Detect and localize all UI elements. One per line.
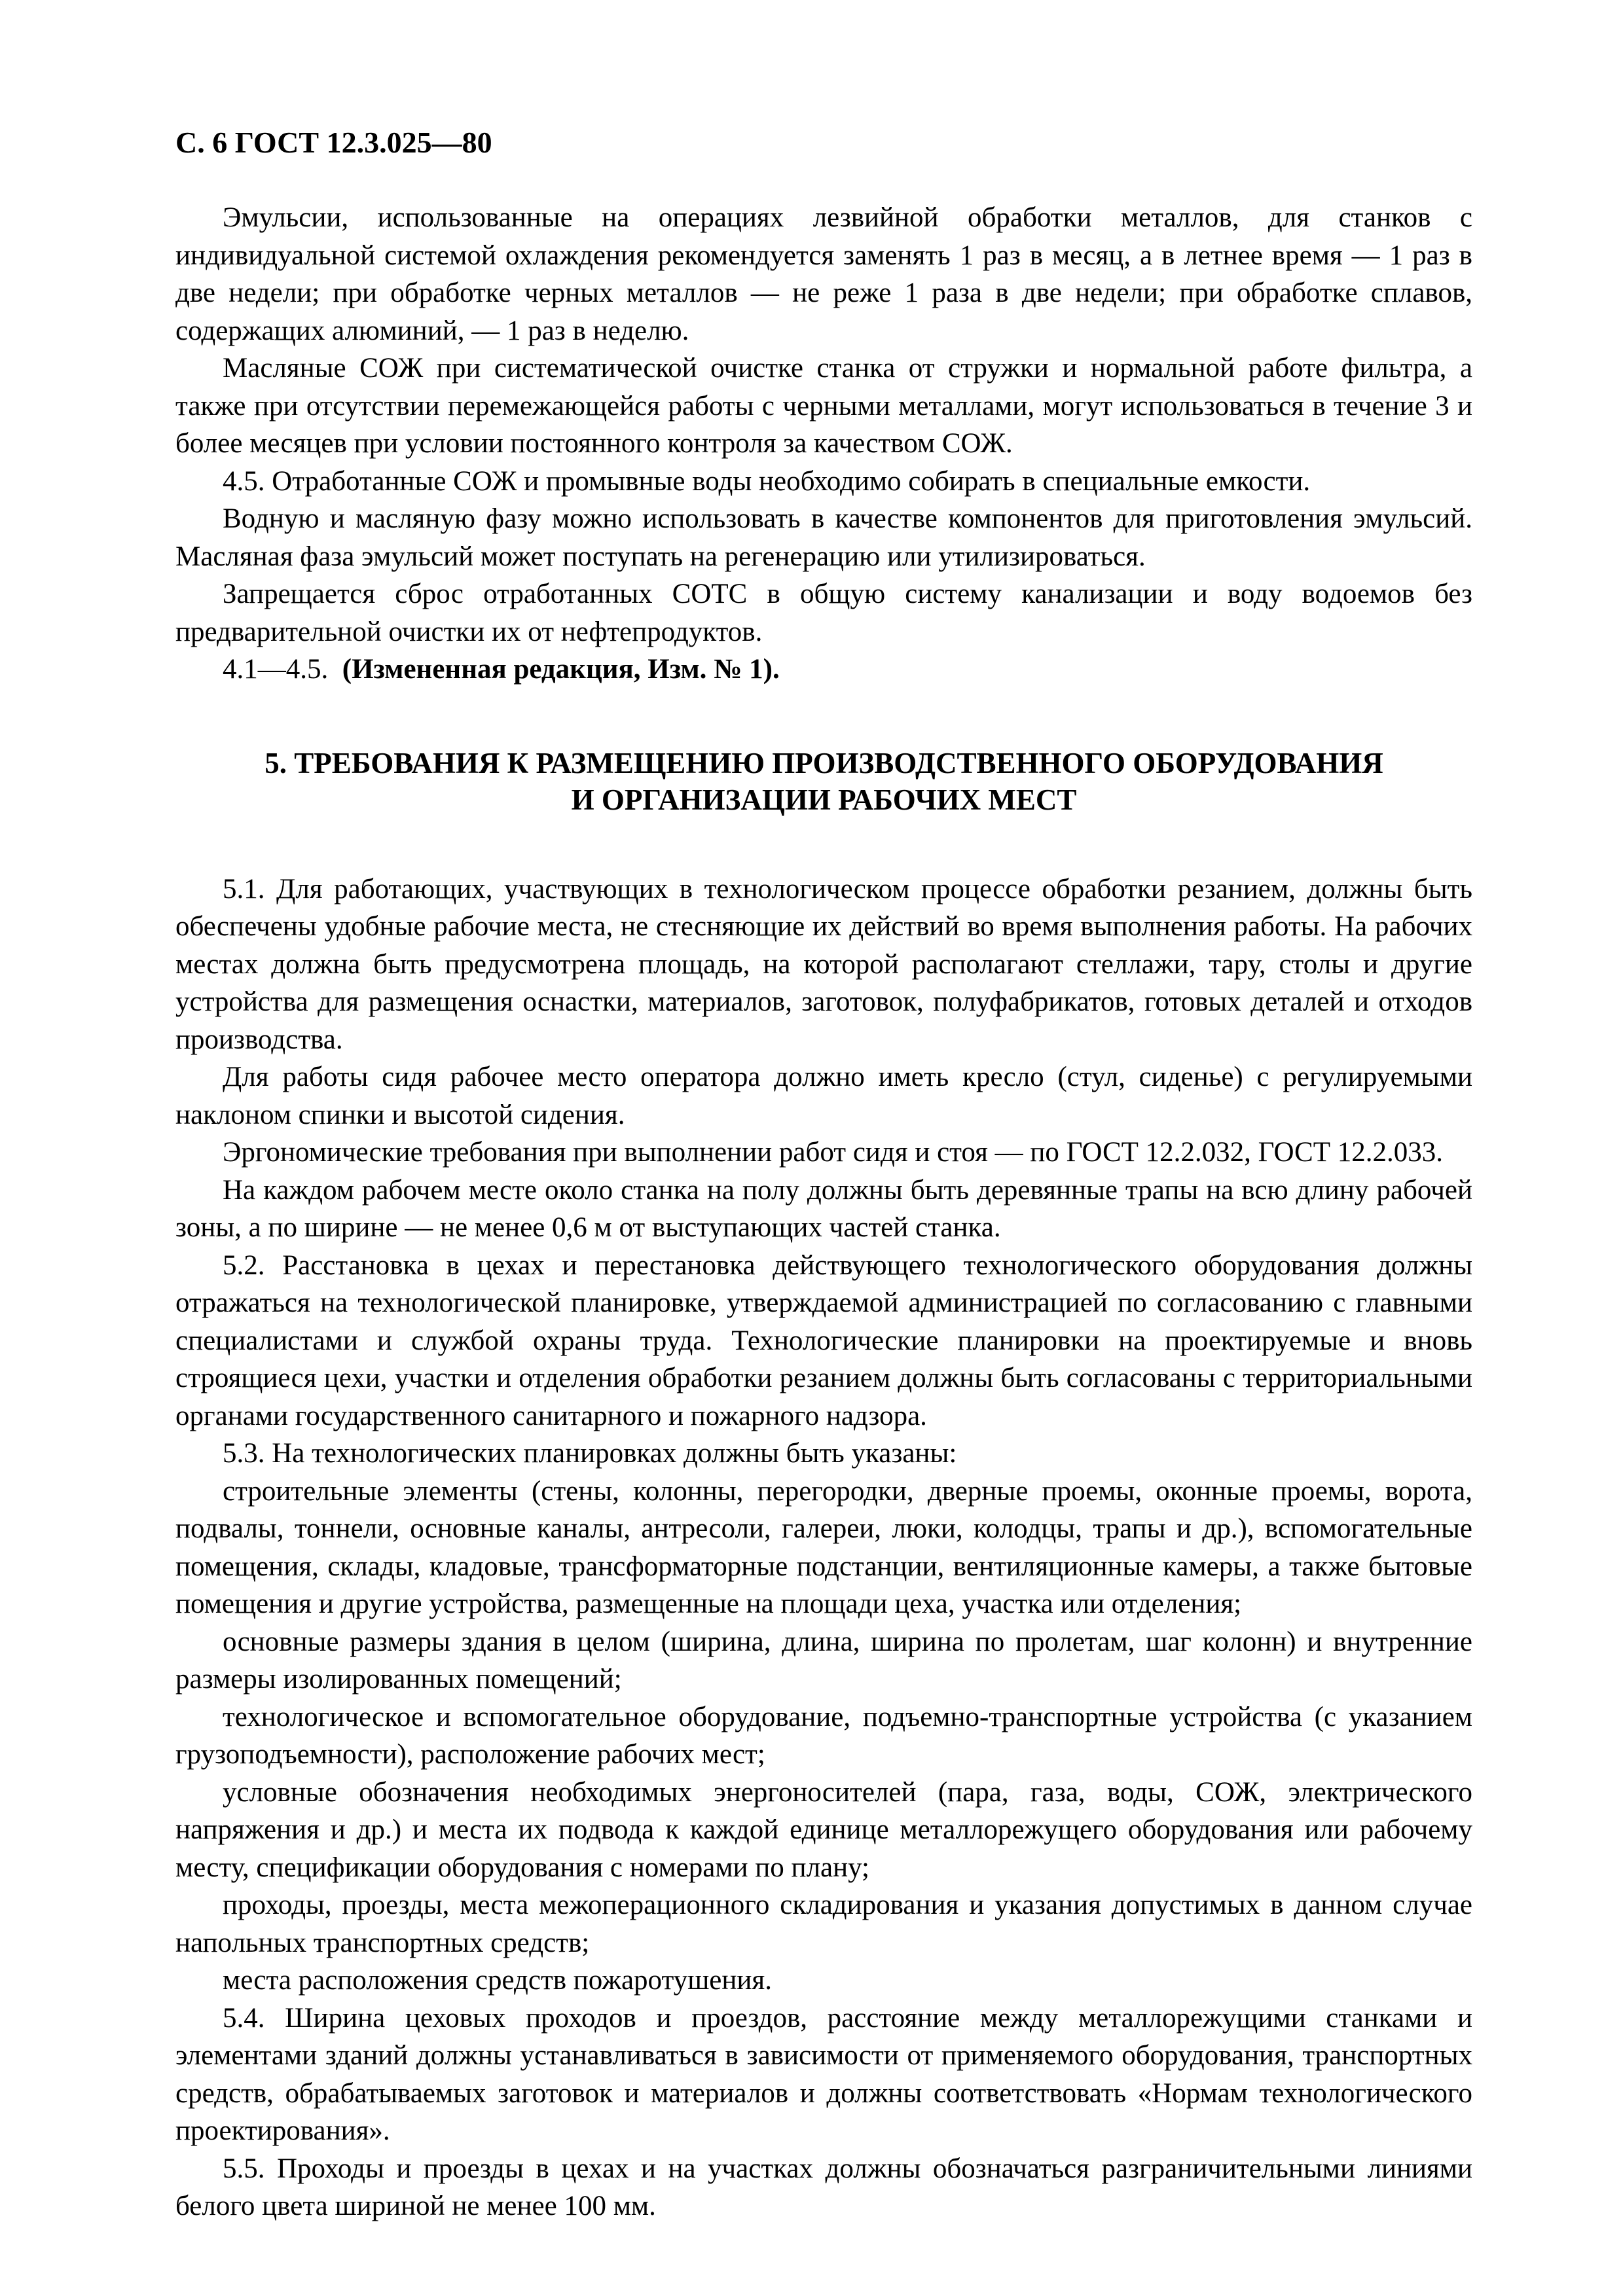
- section-heading-line-2: И ОРГАНИЗАЦИИ РАБОЧИХ МЕСТ: [571, 783, 1077, 816]
- amendment-prefix: 4.1—4.5.: [223, 654, 329, 685]
- amendment-note: [175, 651, 1472, 689]
- paragraph-5-5: 5.5. Проходы и проезды в цехах и на участках должны обозначаться разграничительными линиями белого цвета шириной не менее 100 мм.: [175, 2153, 1472, 2221]
- list-item-building-elements: строительные элементы (стены, колонны, перегородки, дверные проемы, оконные проемы, ворота, подвалы, тоннели, основные каналы, антресоли, галереи, люки, колодцы, трапы и др.), вспомогательные помещения, склады, кладовые, трансформаторные подстанции, вентиляционные камеры, а также бытовые помещения и другие устройства, размещенные на площади цеха, участка или отделения;: [175, 1475, 1472, 1619]
- section-heading-line-1: 5. ТРЕБОВАНИЯ К РАЗМЕЩЕНИЮ ПРОИЗВОДСТВЕННОГО ОБОРУДОВАНИЯ: [264, 746, 1383, 780]
- paragraph-5-1: 5.1. Для работающих, участвующих в технологическом процессе обработки резанием, должны быть обеспечены удобные рабочие места, не стесняющие их действий во время выполнения работы. На рабочих местах должна быть предусмотрена площадь, на которой располагают стеллажи, тару, столы и другие устройства для размещения оснастки, материалов, заготовок, полуфабрикатов, готовых деталей и отходов производства.: [175, 873, 1472, 1055]
- paragraph-4-5: 4.5. Отработанные СОЖ и промывные воды необходимо собирать в специальные емкости.: [223, 465, 1311, 497]
- paragraph-water-oil-phase: Водную и масляную фазу можно использовать в качестве компонентов для приготовления эмульсий. Масляная фаза эмульсий может поступать на регенерацию или утилизироваться.: [175, 503, 1472, 572]
- paragraph-5-2: 5.2. Расстановка в цехах и перестановка действующего технологического оборудования должны отражаться на технологической планировке, утверждаемой администрацией по согласованию с главными специалистами и службой охраны труда. Технологические планировки на проектируемые и вновь строящиеся цехи, участки и отделения обработки резанием должны быть согласованы с территориальными органами государственного санитарного и пожарного надзора.: [175, 1249, 1472, 1431]
- list-item-fire-extinguishing: места расположения средств пожаротушения.: [223, 1965, 772, 1996]
- list-item-equipment: технологическое и вспомогательное оборудование, подъемно-транспортные устройства (с указанием грузоподъемности), расположение рабочих мест;: [175, 1701, 1472, 1770]
- paragraph-emulsions: Эмульсии, использованные на операциях лезвийной обработки металлов, для станков с индивидуальной системой охлаждения рекомендуется заменять 1 раз в месяц, а в летнее время — 1 раз в две недели; при обработке черных металлов — не реже 1 раза в две недели; при обработке сплавов, содержащих алюминий, — 1 раз в неделю.: [175, 202, 1472, 346]
- amendment-bold: (Измененная редакция, Изм. № 1).: [342, 654, 780, 685]
- paragraph-ergonomics: Эргономические требования при выполнении работ сидя и стоя — по ГОСТ 12.2.032, ГОСТ 12.2.033.: [223, 1137, 1443, 1168]
- paragraph-5-3: 5.3. На технологических планировках должны быть указаны:: [223, 1438, 957, 1469]
- paragraph-wooden-grids: На каждом рабочем месте около станка на полу должны быть деревянные трапы на всю длину рабочей зоны, а по ширине — не менее 0,6 м от выступающих частей станка.: [175, 1174, 1472, 1243]
- running-head: С. 6 ГОСТ 12.3.025—80: [175, 126, 492, 159]
- list-item-energy-carriers: условные обозначения необходимых энергоносителей (пара, газа, воды, СОЖ, электрического напряжения и др.) и места их подвода к каждой единице металлорежущего оборудования или рабочему месту, спецификации оборудования с номерами по плану;: [175, 1776, 1472, 1883]
- list-item-building-dimensions: основные размеры здания в целом (ширина, длина, ширина по пролетам, шаг колонн) и внутренние размеры изолированных помещений;: [175, 1626, 1472, 1695]
- paragraph-seated-work: Для работы сидя рабочее место оператора должно иметь кресло (стул, сиденье) с регулируемыми наклоном спинки и высотой сидения.: [175, 1062, 1472, 1130]
- list-item-passages: проходы, проезды, места межоперационного складирования и указания допустимых в данном случае напольных транспортных средств;: [175, 1890, 1472, 1958]
- paragraph-5-4: 5.4. Ширина цеховых проходов и проездов, расстояние между металлорежущими станками и элементами зданий должны устанавливаться в зависимости от применяемого оборудования, транспортных средств, обрабатываемых заготовок и материалов и должны соответствовать «Нормам технологического проектирования».: [175, 2002, 1472, 2146]
- section-5-heading: [175, 745, 1472, 818]
- paragraph-oil-coolants: Масляные СОЖ при систематической очистке станка от стружки и нормальной работе фильтра, а также при отсутствии перемежающейся работы с черными металлами, могут использоваться в течение 3 и более месяцев при условии постоянного контроля за качеством СОЖ.: [175, 353, 1472, 459]
- paragraph-discharge-ban: Запрещается сброс отработанных СОТС в общую систему канализации и воду водоемов без предварительной очистки их от нефтепродуктов.: [175, 579, 1472, 647]
